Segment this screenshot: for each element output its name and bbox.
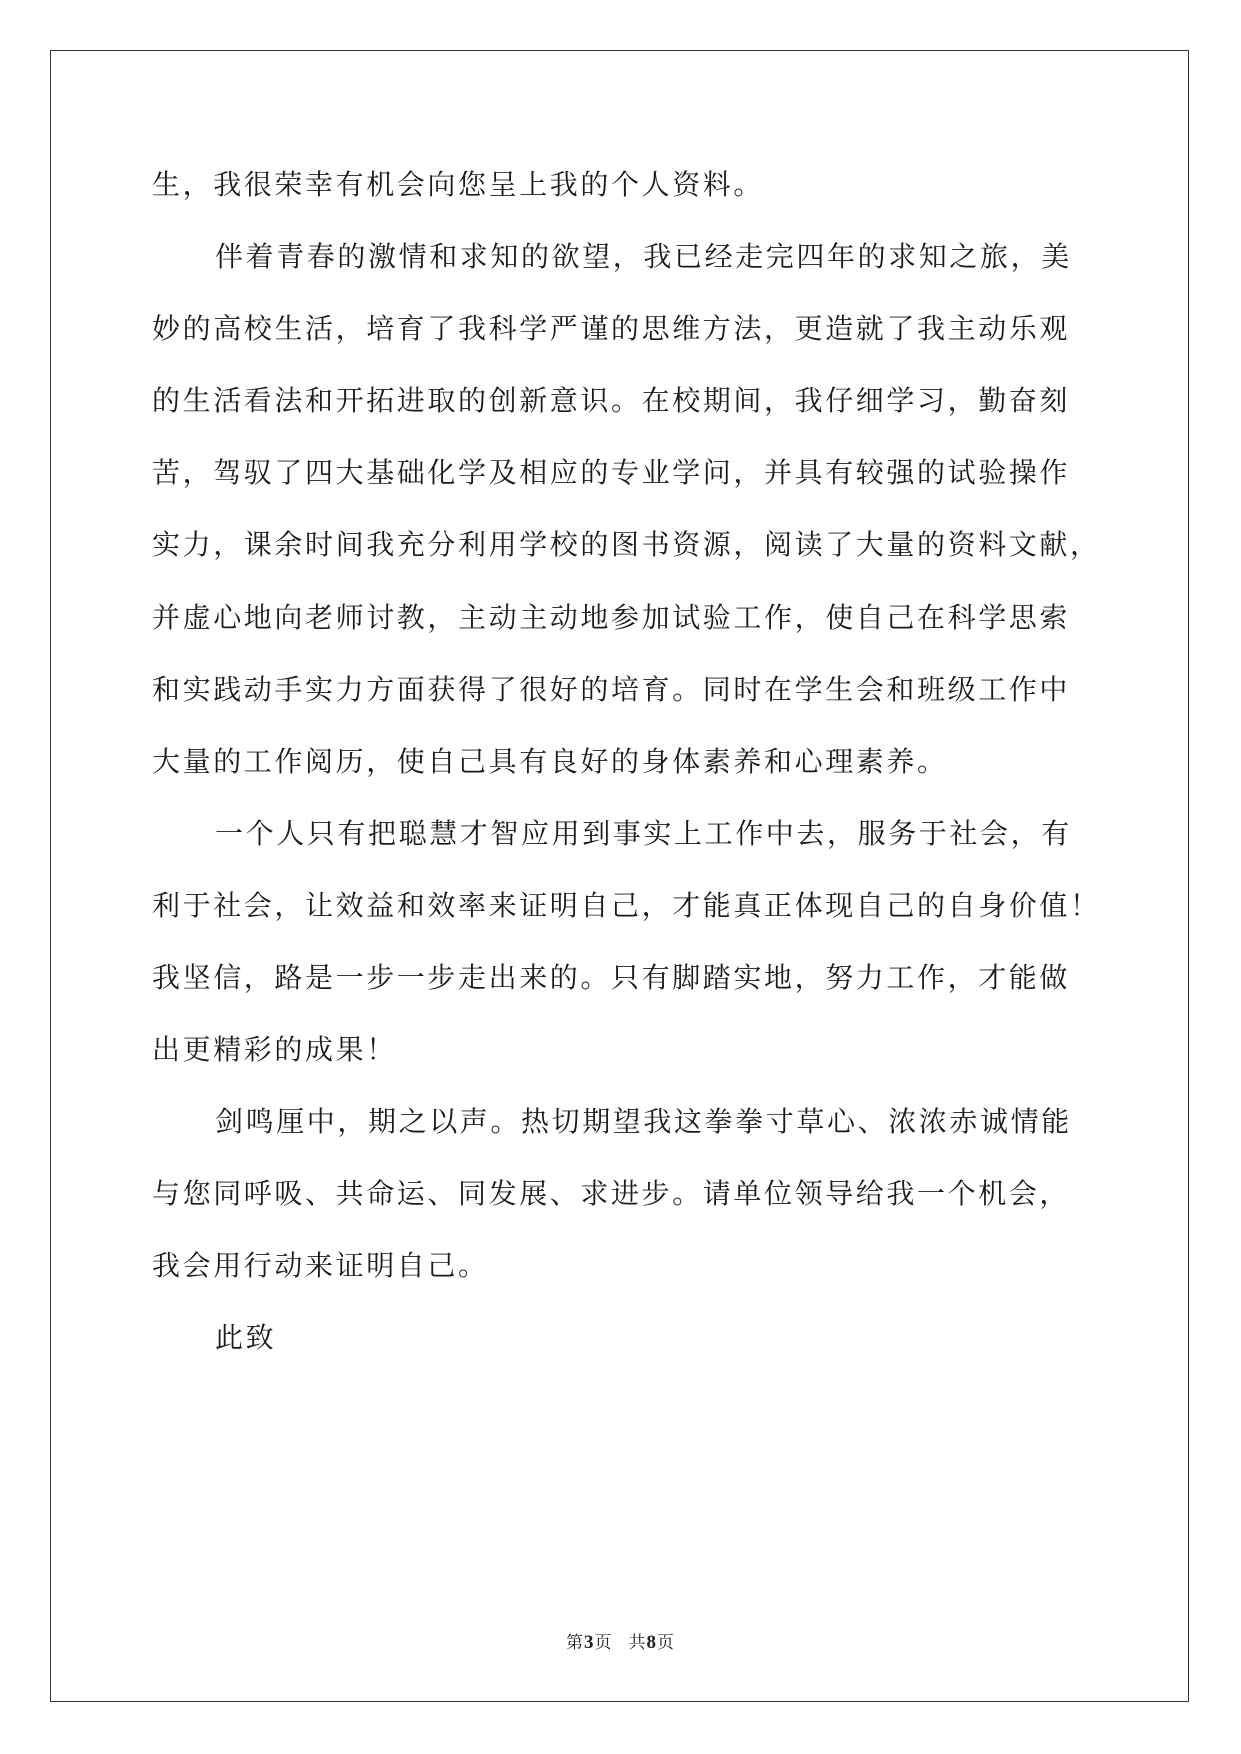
page-border: [50, 50, 1189, 1702]
page-footer: [0, 1628, 1241, 1654]
closing-salutation: 此致: [215, 1321, 277, 1354]
text-line: 实力，课余时间我充分利用学校的图书资源，阅读了大量的资料文献，: [152, 528, 1101, 561]
text-line: 我坚信，路是一步一步走出来的。只有脚踏实地，努力工作，才能做: [152, 961, 1071, 994]
paragraph-start-line: 剑鸣厘中，期之以声。热切期望我这拳拳寸草心、浓浓赤诚情能: [215, 1105, 1072, 1138]
text-line: 与您同呼吸、共命运、同发展、求进步。请单位领导给我一个机会，: [152, 1177, 1071, 1210]
paragraph-start-line: 一个人只有把聪慧才智应用到事实上工作中去，服务于社会，有: [215, 817, 1072, 850]
text-line: 妙的高校生活，培育了我科学严谨的思维方法，更造就了我主动乐观: [152, 312, 1071, 345]
text-line: 出更精彩的成果！: [152, 1033, 397, 1066]
text-line: 并虚心地向老师讨教，主动主动地参加试验工作，使自己在科学思索: [152, 601, 1071, 634]
text-line: 大量的工作阅历，使自己具有良好的身体素养和心理素养。: [152, 745, 948, 778]
text-line: 我会用行动来证明自己。: [152, 1249, 489, 1282]
page-number-indicator: 第3页: [566, 1632, 613, 1653]
text-line: 生，我很荣幸有机会向您呈上我的个人资料。: [152, 168, 765, 201]
text-line: 的生活看法和开拓进取的创新意识。在校期间，我仔细学习，勤奋刻: [152, 384, 1071, 417]
text-line: 利于社会，让效益和效率来证明自己，才能真正体现自己的自身价值！: [152, 889, 1101, 922]
text-line: 苦，驾驭了四大基础化学及相应的专业学问，并具有较强的试验操作: [152, 456, 1071, 489]
text-line: 和实践动手实力方面获得了很好的培育。同时在学生会和班级工作中: [152, 673, 1071, 706]
total-pages-indicator: 共8页: [628, 1632, 675, 1653]
paragraph-start-line: 伴着青春的激情和求知的欲望，我已经走完四年的求知之旅，美: [215, 240, 1072, 273]
